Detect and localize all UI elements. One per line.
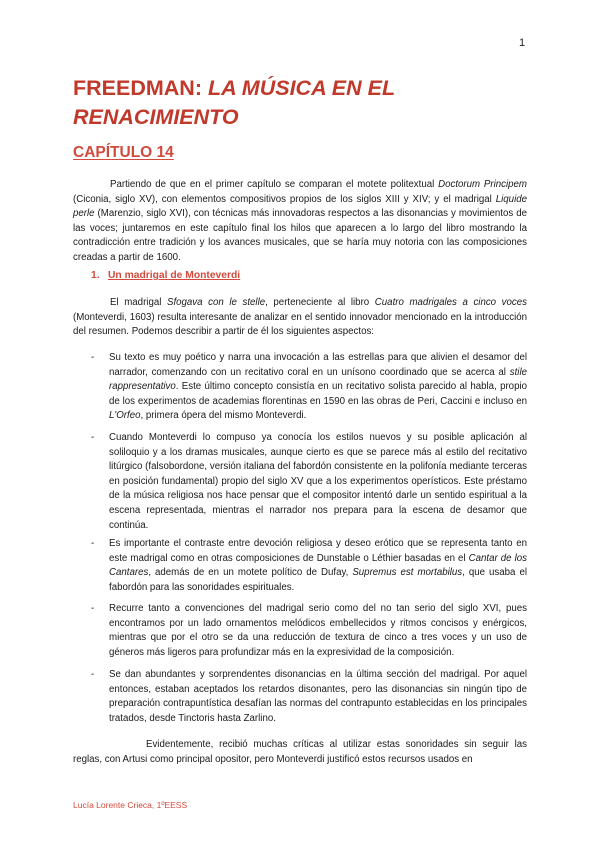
- footer-author: Lucía Lorente Crieca, 1ºEESS: [73, 800, 188, 810]
- intro-paragraph: Partiendo de que en el primer capítulo se comparan el motete politextual Doctorum Principem (Ciconia, siglo XV), con elementos compositivos propios de los siglos XIII y XIV; y el madrigal Liquide perle (Marenzio, siglo XVI), con técnicas más innovadoras respectos a las disonancias y movimientos de las voces; juntaremos en este capítulo final los hilos que aparecen a lo largo del libro mostrando la contradicción entre tradición y los avances musicales, que se haría muy notoria con las composiciones creadas a partir de 1600.: [73, 179, 527, 263]
- list-item: - Es importante el contraste entre devoción religiosa y deseo erótico que se representa tanto en este madrigal como en otras composiciones de Dunstable o Léthier basadas en el Cantar de los Cantares, además de en un motete político de Dufay, Supremus est mortabilus, que usaba el fabordón para las sonoridades espirituales.: [91, 538, 527, 593]
- closing-paragraph: Evidentemente, recibió muchas críticas al utilizar estas sonoridades sin seguir las reglas, con Artusi como principal opositor, pero Monteverdi justificó estos recursos usados en: [73, 739, 527, 765]
- section-number: 1.: [91, 270, 100, 281]
- document-title: [73, 74, 533, 132]
- list-item: - Su texto es muy poético y narra una invocación a las estrellas para que alivien el desamor del narrador, comenzando con un recitativo coral en un unísono coordinado que se acerca al stile rappresentativo. Este último concepto consistía en un recitativo solista parecido al habla, propio de los experimentos de academias florentinas en 1590 en las obras de Peri, Caccini e incluso en L'Orfeo, primera ópera del mismo Monteverdi.: [91, 352, 527, 422]
- bullet-dash: -: [91, 538, 95, 549]
- section-label: Un madrigal de Monteverdi: [108, 270, 241, 281]
- section-heading: [91, 270, 240, 281]
- list-item: - Cuando Monteverdi lo compuso ya conocía los estilos nuevos y su posible aplicación al soliloquio y a los dramas musicales, aunque cierto es que se parece más al estilo del recitativo litúrgico (falsobordone, versión italiana del fabordón consistente en la polifonía mediante terceras en posición fundamental) propio del siglo XV que a los experimentos operísticos. Este préstamo de la música religiosa nos hace pensar que el compositor intentó darle un sentido espiritual a la escena representada, mientras el narrador nos prepara para la escena de desamor que continúa.: [91, 432, 527, 531]
- bullet-dash: -: [91, 352, 95, 363]
- bullet-dash: -: [91, 669, 95, 680]
- list-item: - Recurre tanto a convenciones del madrigal serio como del no tan serio del siglo XVI, pues encontramos por un lado ornamentos melódicos embellecidos y ritmos concisos y enérgicos, mientras que por el otro se da una reducción de textura de cinco a tres voces y un uso de géneros más ligeros para profundizar más en la expresividad de la composición.: [91, 603, 527, 658]
- page-number: 1: [519, 37, 526, 49]
- list-item: - Se dan abundantes y sorprendentes disonancias en la última sección del madrigal. Por aquel entonces, estaban aceptados los retardos disonantes, pero las disonancias sin ningún tipo de preparación contrapuntística desafían las normas del contrapunto establecidas en los principales tratados, desde Tinctoris hasta Zarlino.: [91, 669, 527, 724]
- title-book: LA MÚSICA EN EL RENACIMIENTO: [73, 76, 395, 129]
- title-author: FREEDMAN:: [73, 76, 208, 100]
- bullet-dash: -: [91, 432, 95, 443]
- bullet-dash: -: [91, 603, 95, 614]
- section-intro-paragraph: El madrigal Sfogava con le stelle, perteneciente al libro Cuatro madrigales a cinco voces (Monteverdi, 1603) resulta interesante de analizar en el sentido innovador mencionado en la introducción del resumen. Podemos describir a partir de él los siguientes aspectos:: [73, 297, 527, 338]
- chapter-heading: CAPÍTULO 14: [73, 144, 174, 161]
